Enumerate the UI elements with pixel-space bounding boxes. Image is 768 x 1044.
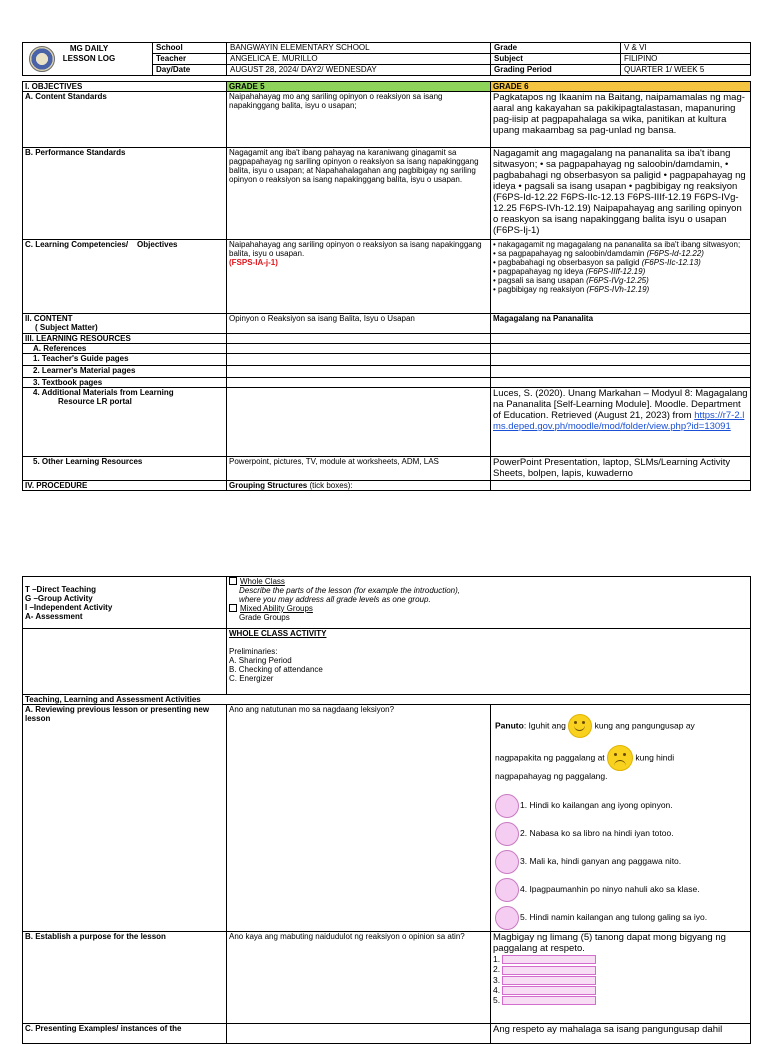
panuto-line2 — [495, 745, 746, 771]
answer-box-5[interactable] — [502, 996, 596, 1005]
statement-text-3: 3. Mali ka, hindi ganyan ang paggawa nito. — [520, 856, 682, 866]
legend-direct-teaching: T –Direct Teaching — [25, 584, 96, 594]
other-resources-g5: Powerpoint, pictures, TV, module at worksheets, ADM, LAS — [227, 457, 491, 481]
objectives-label-text: Objectives — [137, 240, 178, 249]
review-g6 — [491, 705, 751, 932]
answer-circle-5[interactable] — [495, 906, 519, 930]
period-label: Grading Period — [491, 65, 621, 76]
answer-number-4: 4. — [493, 984, 501, 995]
statement-text-1: 1. Hindi ko kailangan ang iyong opinyon. — [520, 800, 673, 810]
grouping-structures — [227, 481, 491, 491]
period-value: QUARTER 1/ WEEK 5 — [621, 65, 751, 76]
panuto-line1 — [495, 714, 746, 738]
school-value: BANGWAYIN ELEMENTARY SCHOOL — [227, 43, 491, 54]
competency-g6-code: (F6PS-IVg-12.25) — [586, 276, 649, 285]
answer-number-2: 2. — [493, 964, 501, 975]
whole-class-desc1: Describe the parts of the lesson (for example the introduction), — [239, 586, 460, 595]
content-g6: Magagalang na Pananalita — [491, 314, 751, 334]
additional-materials-label — [23, 388, 227, 457]
purpose-g5: Ano kaya ang mabuting naidudulot ng reaksiyon o opinion sa atin? — [227, 932, 491, 1024]
answer-box-3[interactable] — [502, 976, 596, 985]
subject-label: Subject — [491, 54, 621, 65]
wca-left — [23, 629, 227, 695]
content-label — [23, 314, 227, 334]
competency-g6-text: • pagsali sa isang usapan — [493, 276, 587, 285]
statement-item-2 — [495, 819, 746, 847]
panuto-text1: : Iguhit ang — [523, 720, 569, 731]
deped-seal-icon — [29, 46, 55, 72]
mixed-ability-label: Mixed Ability Groups — [240, 604, 313, 613]
competencies-label-text: C. Learning Competencies/ — [25, 240, 129, 249]
answer-number-1: 1. — [493, 954, 501, 964]
procedure-heading: IV. PROCEDURE — [23, 481, 227, 491]
learners-material-g6 — [491, 366, 751, 378]
whole-class-label: Whole Class — [240, 577, 285, 586]
references-g6 — [491, 344, 751, 354]
content-standards-label: A. Content Standards — [23, 92, 227, 148]
references-g5 — [227, 344, 491, 354]
competency-g6-text: • pagpapahayag ng ideya — [493, 267, 586, 276]
additional-materials-g5 — [227, 388, 491, 457]
presenting-g5 — [227, 1024, 491, 1044]
textbook-g5 — [227, 378, 491, 388]
answer-circle-2[interactable] — [495, 822, 519, 846]
objectives-heading: I. OBJECTIVES — [23, 82, 227, 92]
review-label: A. Reviewing previous lesson or presenting new lesson — [23, 705, 227, 932]
performance-standards-g6: Nagagamit ang magagalang na pananalita sa iba't ibang sitwasyon; • sa pagpapahayag ng saloobin/damdamin, • pagbabahagi ng obserbasyon sa paligid • pagpapahayag ng ideya • pagsali sa isang usapan • pagbibigay ng reaksiyon (F6PS-Id-12.22 F6PS-IIc-12.13 F6PS-IIIf-12.19 F6PS-IVg-12.25 F6PS-IVh-12.19) Naipapahayag ang sariling opinyon o reaskyon sa isang napakinggang balita isyu o usapan (F6PS-Ij-1) — [491, 148, 751, 240]
other-resources-label: 5. Other Learning Resources — [23, 457, 227, 481]
log-title: MG DAILY LESSON LOG — [62, 44, 116, 63]
review-g5: Ano ang natutunan mo sa nagdaang leksiyon? — [227, 705, 491, 932]
purpose-label: B. Establish a purpose for the lesson — [23, 932, 227, 1024]
whole-class-checkbox[interactable] — [229, 577, 237, 585]
statement-item-5 — [495, 903, 746, 931]
answer-line-3 — [493, 975, 748, 985]
competency-g6-code: (F6PS-IIc-12.13) — [641, 258, 701, 267]
textbook-g6 — [491, 378, 751, 388]
smiley-face-icon — [568, 714, 592, 738]
grouping-structures-label: Grouping Structures — [229, 481, 308, 490]
answer-line-5 — [493, 995, 748, 1005]
purpose-g6-text: Magbigay ng limang (5) tanong dapat mong bigyang ng paggalang at respeto. — [493, 932, 726, 954]
answer-box-2[interactable] — [502, 966, 596, 975]
statement-item-3 — [495, 847, 746, 875]
panuto-text4: kung hindi — [633, 752, 675, 763]
panuto-text5: nagpapahayag ng paggalang. — [495, 771, 608, 781]
panuto-label: Panuto — [495, 720, 524, 731]
resources-heading: III. LEARNING RESOURCES — [23, 334, 227, 344]
grade-value: V & VI — [621, 43, 751, 54]
performance-standards-g5: Nagagamit ang iba't ibang pahayag na karaniwang ginagamit sa pagpapahayag ng sariling opinyon o reaksiyon sa isang napakinggang balita, isyu o usapan; at Napahahalagahan ang pagbibigay ng sariling opinyon o reaksiyon sa isang napakinggang balita, isyu o usapan. — [227, 148, 491, 240]
teacher-value: ANGELICA E. MURILLO — [227, 54, 491, 65]
panuto-text2: kung ang pangungusap ay — [592, 720, 695, 731]
learners-material-g5 — [227, 366, 491, 378]
preliminaries-label: Preliminaries: — [229, 647, 278, 656]
subject-value: FILIPINO — [621, 54, 751, 65]
performance-standards-label: B. Performance Standards — [23, 148, 227, 240]
answer-number-3: 3. — [493, 974, 501, 985]
competencies-g5 — [227, 240, 491, 314]
content-standards-g5: Naipahahayag mo ang sariling opinyon o reaksiyon sa isang napakinggang balita, isyu o usapan; — [227, 92, 491, 148]
teachers-guide-g6 — [491, 354, 751, 366]
other-resources-g6: PowerPoint Presentation, laptop, SLMs/Learning Activity Sheets, bolpen, lapis, kuwaderno — [491, 457, 751, 481]
competency-g6-item — [493, 258, 748, 267]
statement-text-2: 2. Nabasa ko sa libro na hindi iyan totoo. — [520, 828, 674, 838]
grade-label: Grade — [491, 43, 621, 54]
competencies-label — [23, 240, 227, 314]
answer-line-2 — [493, 964, 748, 974]
teachers-guide-label: 1. Teacher's Guide pages — [23, 354, 227, 366]
presenting-label: C. Presenting Examples/ instances of the — [23, 1024, 227, 1044]
lesson-log-page1 — [22, 42, 750, 491]
competencies-g5-code: (FSPS-IA-j-1) — [229, 258, 278, 267]
legend-assessment: A- Assessment — [25, 611, 83, 621]
grade5-heading: GRADE 5 — [227, 82, 491, 92]
module-link[interactable]: https://r7-2.lms.deped.gov.ph/moodle/mod/folder/view.php?id=13091 — [493, 410, 745, 432]
competency-g6-item — [493, 249, 748, 258]
purpose-g6 — [491, 932, 751, 1024]
answer-circle-3[interactable] — [495, 850, 519, 874]
grade-groups-label: Grade Groups — [239, 613, 290, 622]
resources-g6 — [491, 334, 751, 344]
content-g5: Opinyon o Reaksiyon sa isang Balita, Isyu o Usapan — [227, 314, 491, 334]
lr-portal-text: Resource LR portal — [58, 397, 132, 406]
whole-class-desc2: where you may address all grade levels as one group. — [239, 595, 431, 604]
legend-independent-activity: I –Independent Activity — [25, 602, 113, 612]
competency-g6-text: • pagbibigay ng reaksiyon — [493, 285, 587, 294]
legend-group-activity: G –Group Activity — [25, 593, 93, 603]
answer-circle-1[interactable] — [495, 794, 519, 818]
resources-g5 — [227, 334, 491, 344]
additional-materials-text: 4. Additional Materials from Learning — [33, 388, 174, 397]
competency-g6-code: (F6PS-IIIf-12.19) — [585, 267, 646, 276]
textbook-label: 3. Textbook pages — [23, 378, 227, 388]
teacher-label: Teacher — [153, 54, 227, 65]
statement-item-1 — [495, 791, 746, 819]
answer-circle-4[interactable] — [495, 878, 519, 902]
statement-text-4: 4. Ipagpaumanhin po ninyo nahuli ako sa klase. — [520, 884, 700, 894]
prelim-energizer: C. Energizer — [229, 674, 274, 683]
answer-line-4 — [493, 985, 748, 995]
statement-text-5: 5. Hindi namin kailangan ang tulong galing sa iyo. — [520, 912, 708, 922]
presenting-g6: Ang respeto ay mahalaga sa isang pangungusap dahil — [491, 1024, 751, 1044]
grouping-options — [227, 577, 751, 629]
competency-g6-text: • nakagagamit ng magagalang na pananalita sa iba't ibang sitwasyon; — [493, 240, 741, 249]
content-heading: II. CONTENT — [25, 314, 73, 323]
prelim-attendance: B. Checking of attendance — [229, 665, 323, 674]
activity-legend — [23, 577, 227, 629]
additional-materials-g6 — [491, 388, 751, 457]
additional-materials-citation: Luces, S. (2020). Unang Markahan – Modyul 8: Magagalang na Pananalita [Self-Learning Module]. Moodle. Department of Education. Retrieved (August 21, 2023) from — [493, 388, 748, 421]
grouping-structures-hint: (tick boxes): — [307, 481, 353, 490]
competency-g6-code: (F6PS-IVh-12.19) — [586, 285, 650, 294]
answer-line-1 — [493, 954, 748, 964]
mixed-ability-checkbox[interactable] — [229, 604, 237, 612]
answer-box-1[interactable] — [502, 955, 596, 964]
references-label: A. References — [23, 344, 227, 354]
whole-class-activity — [227, 629, 751, 695]
grade6-heading: GRADE 6 — [491, 82, 751, 92]
competencies-g5-text: Naipahahayag ang sariling opinyon o reaksiyon sa isang napakinggang balita, isyu o usapan. — [229, 240, 482, 258]
answer-number-5: 5. — [493, 995, 501, 1005]
prelim-sharing: A. Sharing Period — [229, 656, 292, 665]
statement-item-4 — [495, 875, 746, 903]
school-label: School — [153, 43, 227, 54]
header-logo-cell — [23, 43, 153, 76]
competency-g6-text: • sa pagpapahayag ng saloobin/damdamin — [493, 249, 647, 258]
competency-g6-item — [493, 285, 748, 294]
competency-g6-code: (F6PS-Id-12.22) — [646, 249, 704, 258]
competency-g6-text: • pagbabahagi ng obserbasyon sa paligid — [493, 258, 642, 267]
learners-material-label: 2. Learner's Material pages — [23, 366, 227, 378]
competencies-g6 — [491, 240, 751, 314]
competency-g6-item — [493, 240, 748, 249]
answer-box-4[interactable] — [502, 986, 596, 995]
sad-face-icon — [607, 745, 633, 771]
daydate-value: AUGUST 28, 2024/ DAY2/ WEDNESDAY — [227, 65, 491, 76]
teachers-guide-g5 — [227, 354, 491, 366]
daydate-label: Day/Date — [153, 65, 227, 76]
lesson-log-page2 — [22, 576, 750, 1044]
procedure-g6 — [491, 481, 751, 491]
competency-g6-item — [493, 267, 748, 276]
content-standards-g6: Pagkatapos ng Ikaanim na Baitang, naipamamalas ng mag-aaral ang kakayahan sa pakikipagtalastasan, mapanuring pag-iisip at pagpapahalaga sa wika, panitikan at kultura upang makaambag sa pag-unlad ng bansa. — [491, 92, 751, 148]
panuto-text3: nagpapakita ng paggalang at — [495, 752, 608, 763]
competency-g6-item — [493, 276, 748, 285]
content-subheading: ( Subject Matter) — [35, 323, 98, 332]
wca-heading: WHOLE CLASS ACTIVITY — [229, 629, 327, 638]
tla-heading: Teaching, Learning and Assessment Activities — [23, 695, 751, 705]
